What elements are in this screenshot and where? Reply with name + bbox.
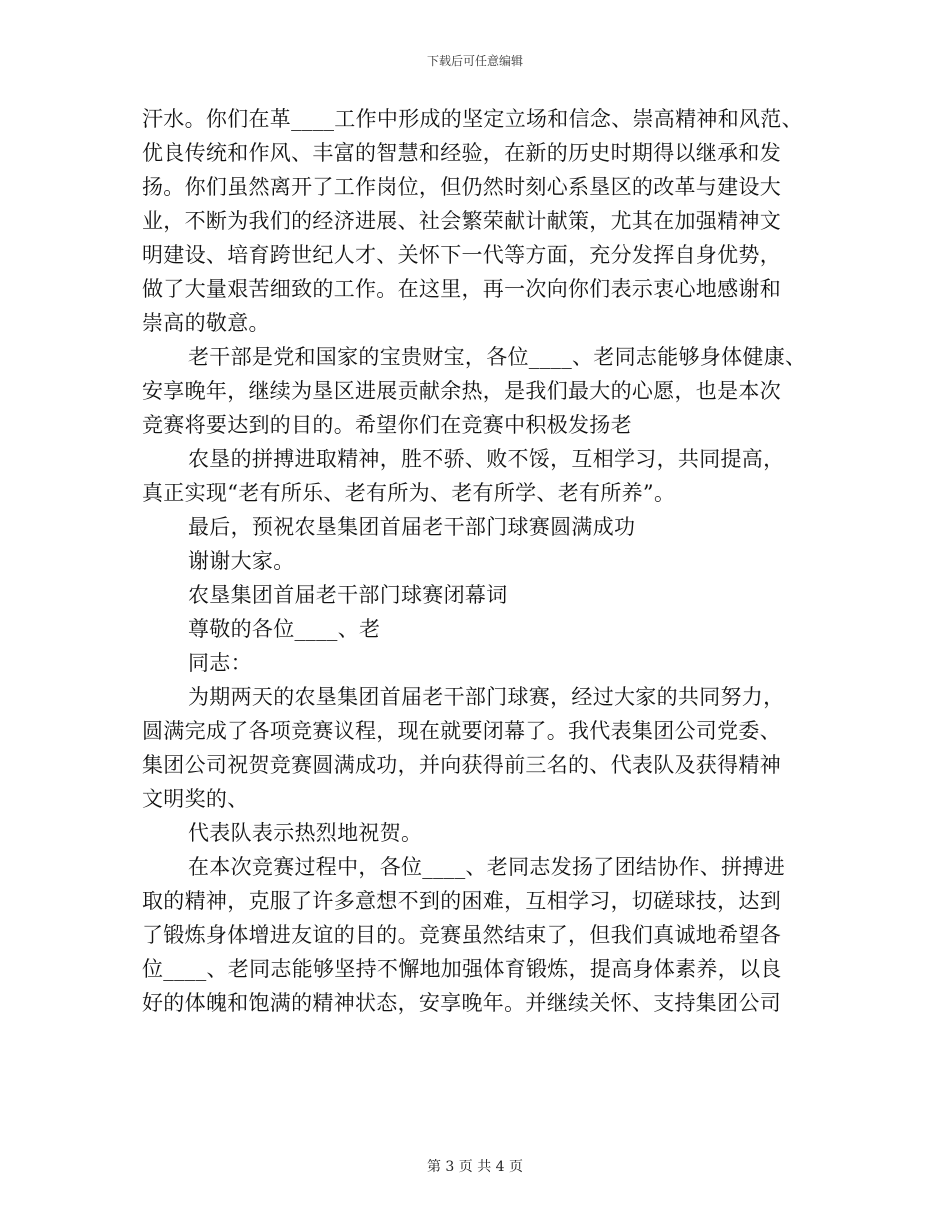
text-line: 老干部是党和国家的宝贵财宝，各位____、老同志能够身体健康、: [188, 345, 807, 369]
text-line: 做了大量艰苦细致的工作。在这里，再一次向你们表示衷心地感谢和: [142, 277, 781, 301]
text-line: 明建设、培育跨世纪人才、关怀下一代等方面，充分发挥自身优势，: [142, 243, 781, 267]
text-line: 安享晚年，继续为垦区进展贡献余热，是我们最大的心愿，也是本次: [142, 379, 781, 403]
text-line: 好的体魄和饱满的精神状态，安享晚年。并继续关怀、支持集团公司: [142, 991, 781, 1015]
text-line: 同志：: [188, 651, 252, 675]
text-line: 了锻炼身体增进友谊的目的。竞赛虽然结束了，但我们真诚地希望各: [142, 923, 781, 947]
document-body: [142, 102, 812, 1020]
page-header: 下载后可任意编辑: [426, 54, 523, 68]
text-line: 农垦集团首届老干部门球赛闭幕词: [188, 583, 508, 607]
text-line: 业，不断为我们的经济进展、社会繁荣献计献策，尤其在加强精神文: [142, 209, 781, 233]
text-line: 竞赛将要达到的目的。希望你们在竞赛中积极发扬老: [142, 413, 632, 437]
text-line: 最后，预祝农垦集团首届老干部门球赛圆满成功: [188, 515, 636, 539]
text-line: 崇高的敬意。: [142, 311, 270, 335]
text-line: 取的精神，克服了许多意想不到的困难，互相学习，切磋球技，达到: [142, 889, 781, 913]
text-line: 农垦的拼搏进取精神，胜不骄、败不馁，互相学习，共同提高，: [188, 447, 785, 471]
text-line: 文明奖的、: [142, 787, 249, 811]
text-line: 为期两天的农垦集团首届老干部门球赛，经过大家的共同努力，: [188, 685, 785, 709]
text-line: 圆满完成了各项竞赛议程，现在就要闭幕了。我代表集团公司党委、: [142, 719, 781, 743]
text-line: 位____、老同志能够坚持不懈地加强体育锻炼，提高身体素养，以良: [142, 957, 782, 981]
text-line: 扬。你们虽然离开了工作岗位，但仍然时刻心系垦区的改革与建设大: [142, 175, 781, 199]
text-line: 谢谢大家。: [188, 549, 295, 573]
text-line: 真正实现“老有所乐、老有所为、老有所学、老有所养”。: [142, 481, 676, 505]
text-line: 优良传统和作风、丰富的智慧和经验，在新的历史时期得以继承和发: [142, 141, 781, 165]
text-line: 集团公司祝贺竞赛圆满成功，并向获得前三名的、代表队及获得精神: [142, 753, 781, 777]
text-line: 尊敬的各位____、老: [188, 617, 381, 641]
text-line: 在本次竞赛过程中，各位____、老同志发扬了团结协作、拼搏进: [188, 855, 785, 879]
page-footer: 第 3 页 共 4 页: [426, 1159, 524, 1175]
text-line: 代表队表示热烈地祝贺。: [188, 821, 423, 845]
text-line: 汗水。你们在革____工作中形成的坚定立场和信念、崇高精神和风范、: [142, 107, 803, 131]
